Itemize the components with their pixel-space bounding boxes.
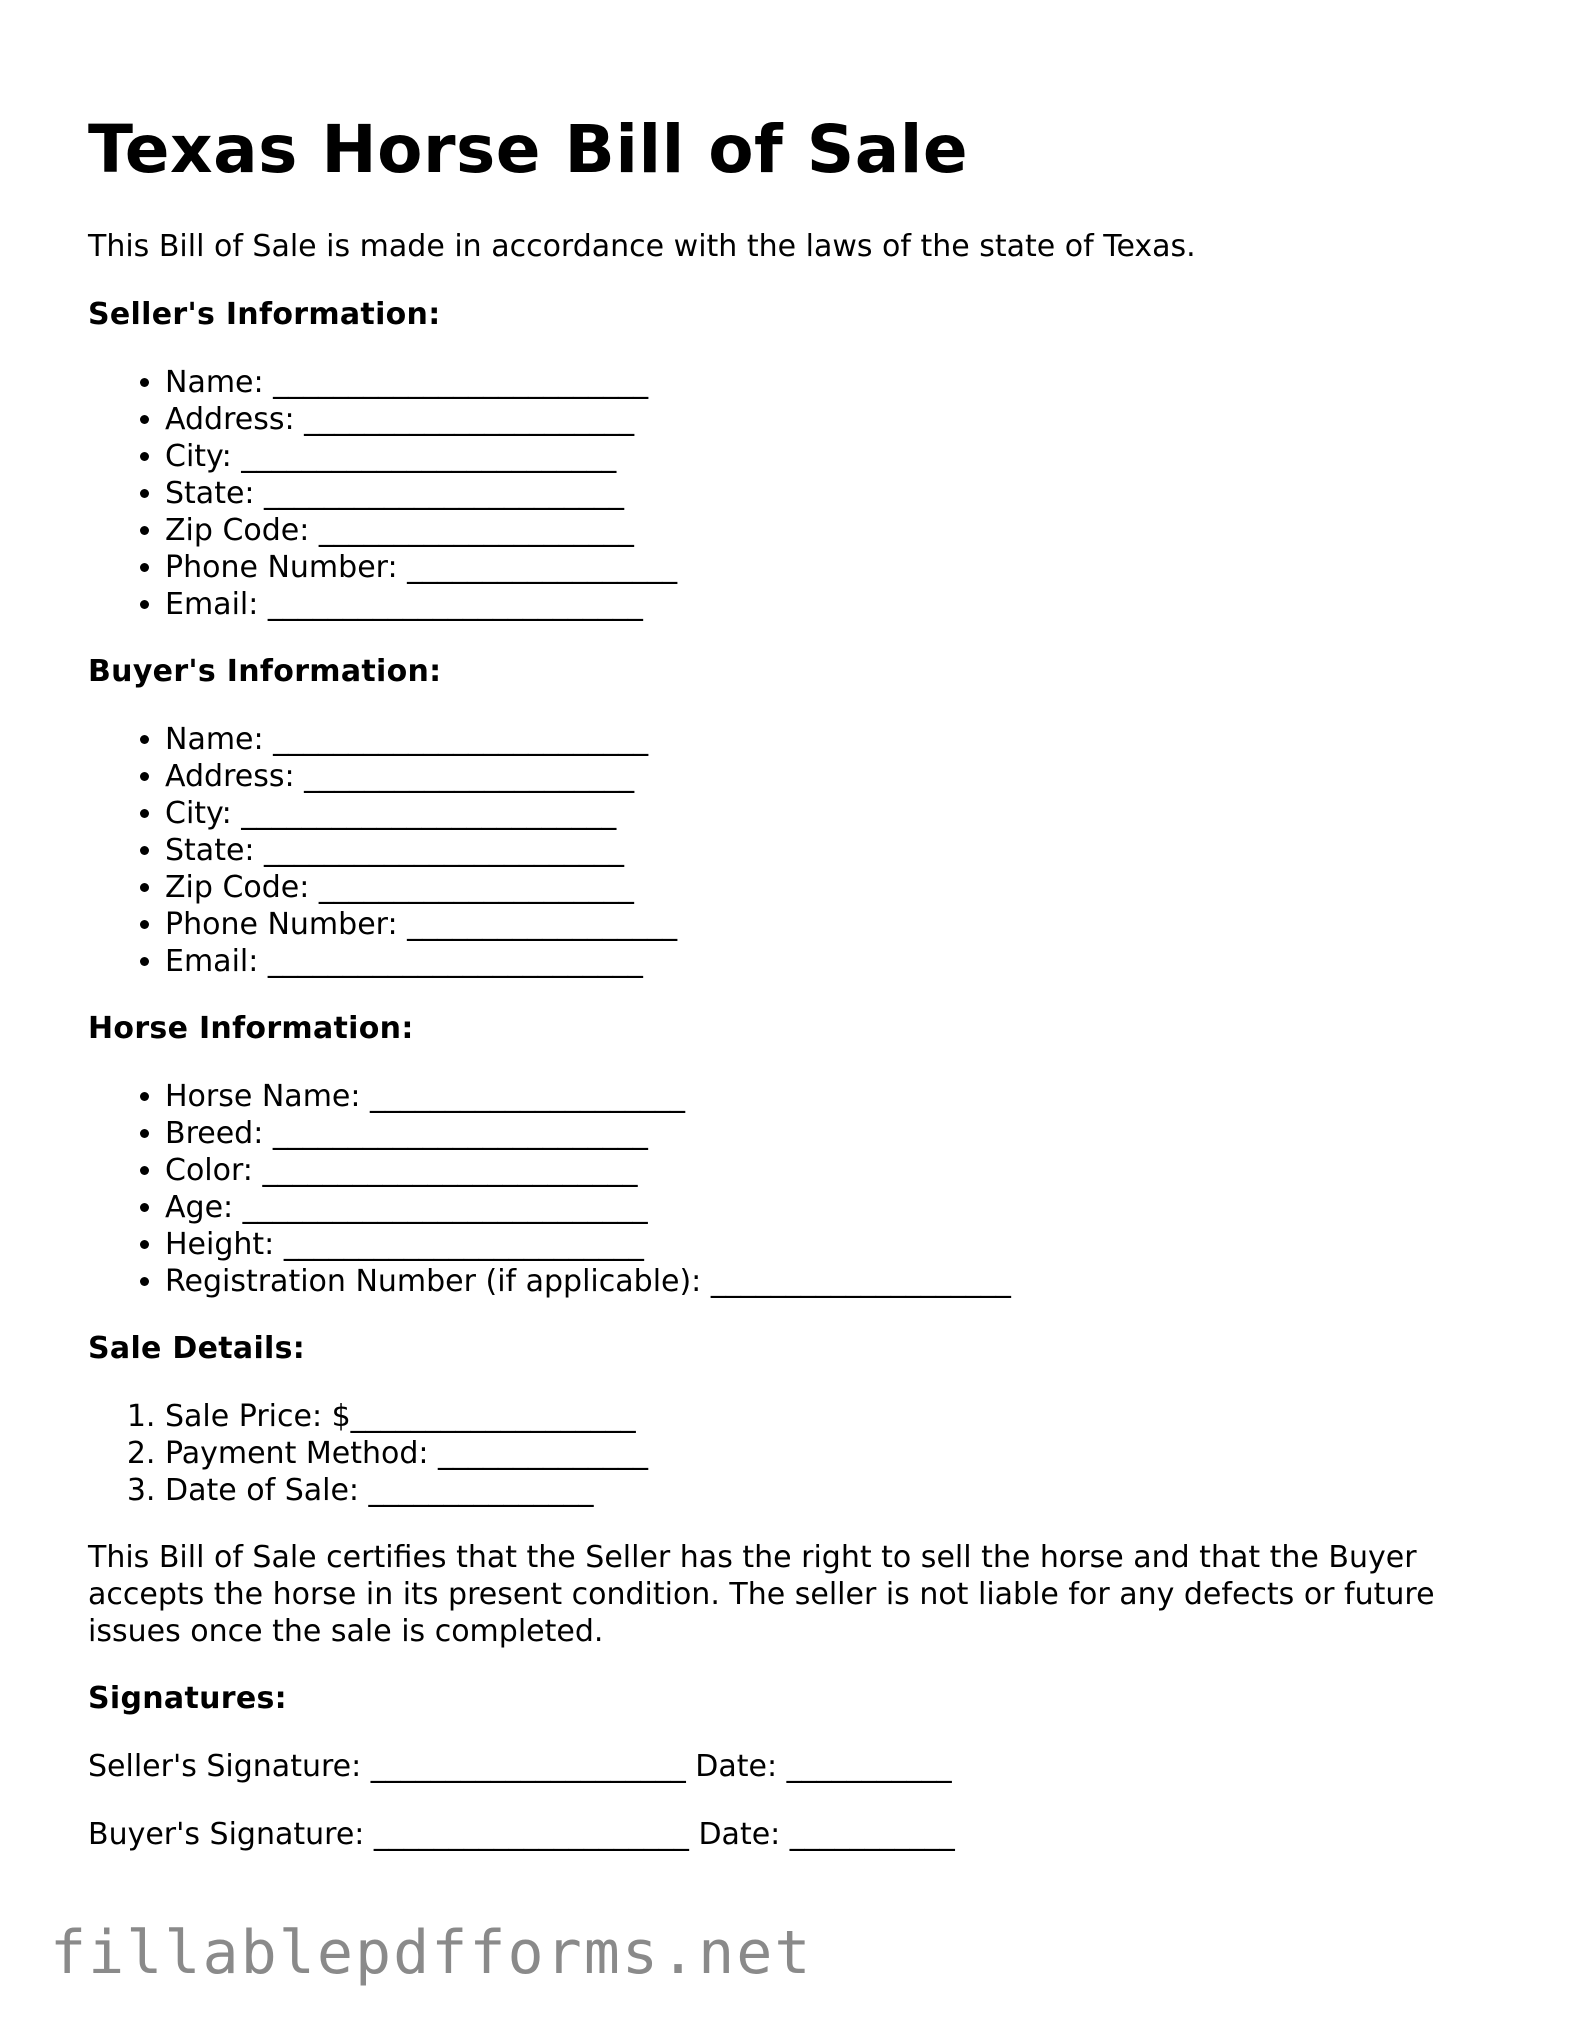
buyer-state-field[interactable]: • State: ________________________	[165, 832, 1508, 869]
payment-method-field[interactable]: 2. Payment Method: ______________	[165, 1435, 1508, 1472]
buyer-phone-field[interactable]: • Phone Number: __________________	[165, 906, 1508, 943]
seller-phone-field[interactable]: • Phone Number: __________________	[165, 549, 1508, 586]
sale-list	[88, 1398, 1508, 1509]
document-title: Texas Horse Bill of Sale	[88, 111, 969, 188]
sale-price-field[interactable]: 1. Sale Price: $___________________	[165, 1398, 1508, 1435]
sale-heading: Sale Details:	[88, 1331, 306, 1366]
buyer-name-field[interactable]: • Name: _________________________	[165, 721, 1508, 758]
buyer-city-field[interactable]: • City: _________________________	[165, 795, 1508, 832]
seller-heading: Seller's Information:	[88, 297, 441, 332]
horse-registration-field[interactable]: • Registration Number (if applicable): ____________________	[165, 1263, 1508, 1300]
horse-list	[88, 1078, 1508, 1300]
buyer-zip-field[interactable]: • Zip Code: _____________________	[165, 869, 1508, 906]
document	[88, 108, 1508, 1854]
buyer-heading: Buyer's Information:	[88, 654, 442, 689]
seller-city-field[interactable]: • City: _________________________	[165, 438, 1508, 475]
horse-heading: Horse Information:	[88, 1011, 414, 1046]
horse-color-field[interactable]: • Color: _________________________	[165, 1152, 1508, 1189]
seller-list	[88, 364, 1508, 623]
horse-breed-field[interactable]: • Breed: _________________________	[165, 1115, 1508, 1152]
seller-signature-line[interactable]: Seller's Signature: _____________________ Date: ___________	[88, 1749, 952, 1784]
certification-text: This Bill of Sale certifies that the Seller has the right to sell the horse and that the Buyer accepts the horse in its present condition. The seller is not liable for any defects or future issues once the sale is completed.	[88, 1540, 1435, 1649]
seller-zip-field[interactable]: • Zip Code: _____________________	[165, 512, 1508, 549]
seller-name-field[interactable]: • Name: _________________________	[165, 364, 1508, 401]
horse-age-field[interactable]: • Age: ___________________________	[165, 1189, 1508, 1226]
seller-state-field[interactable]: • State: ________________________	[165, 475, 1508, 512]
buyer-email-field[interactable]: • Email: _________________________	[165, 943, 1508, 980]
buyer-list	[88, 721, 1508, 980]
signatures-heading: Signatures:	[88, 1681, 287, 1716]
seller-address-field[interactable]: • Address: ______________________	[165, 401, 1508, 438]
horse-name-field[interactable]: • Horse Name: _____________________	[165, 1078, 1508, 1115]
sale-date-field[interactable]: 3. Date of Sale: _______________	[165, 1472, 1508, 1509]
watermark-text: fillablepdfforms.net	[50, 1918, 813, 1988]
intro-text: This Bill of Sale is made in accordance with the laws of the state of Texas.	[88, 229, 1196, 264]
horse-height-field[interactable]: • Height: ________________________	[165, 1226, 1508, 1263]
buyer-signature-line[interactable]: Buyer's Signature: _____________________ Date: ___________	[88, 1817, 955, 1852]
buyer-address-field[interactable]: • Address: ______________________	[165, 758, 1508, 795]
seller-email-field[interactable]: • Email: _________________________	[165, 586, 1508, 623]
